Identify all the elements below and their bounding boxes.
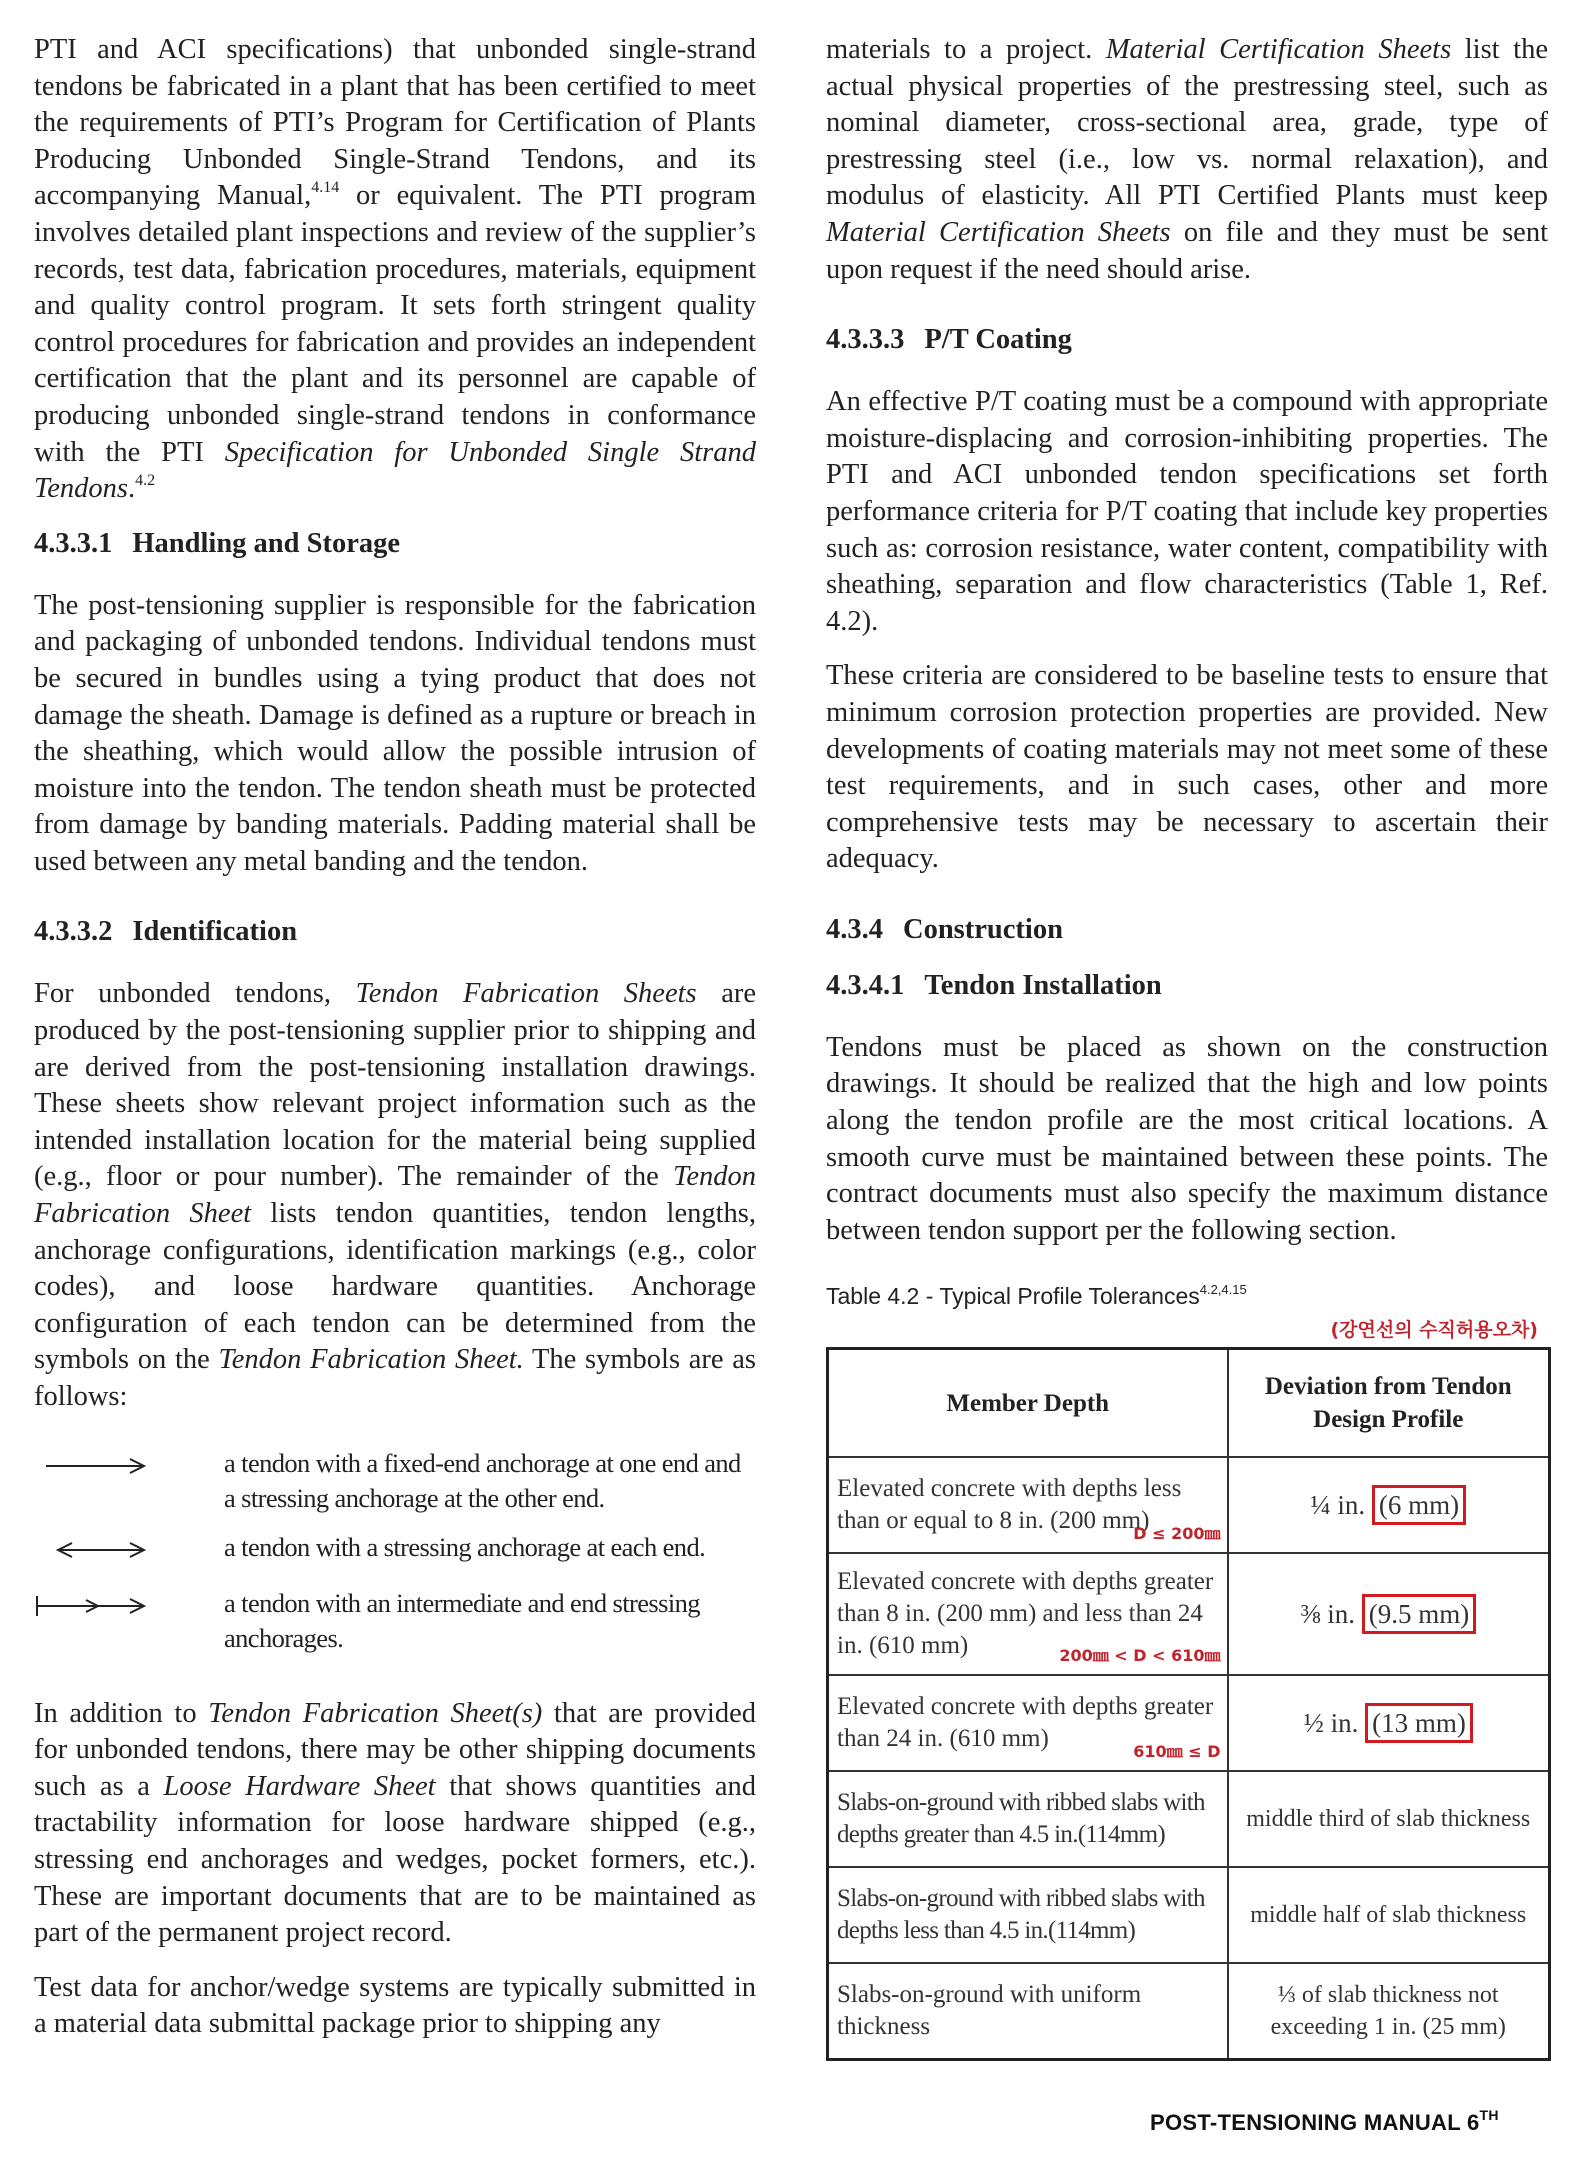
table-row: [828, 1675, 1550, 1771]
deviation-cell: ⅜ in. (9.5 mm): [1228, 1553, 1550, 1675]
page-footer: POST-TENSIONING MANUAL 6TH: [1150, 2107, 1499, 2135]
metric-highlight-box: (6 mm): [1372, 1485, 1466, 1525]
deviation-cell: ½ in. (13 mm): [1228, 1675, 1550, 1771]
metric-highlight-box: (13 mm): [1365, 1703, 1473, 1743]
header-deviation: Deviation from Tendon Design Profile: [1228, 1349, 1550, 1458]
member-cell: Slabs-on-ground with ribbed slabs with depths greater than 4.5 in.(114mm): [828, 1771, 1228, 1867]
deviation-cell: ¼ in. (6 mm): [1228, 1457, 1550, 1553]
intermediate-anchorage-arrow-icon: [34, 1586, 224, 1622]
member-cell: Elevated concrete with depths greater than 8 in. (200 mm) and less than 24 in. (610 mm) 200㎜ < D < 610㎜: [828, 1553, 1228, 1675]
double-arrow-icon: [34, 1530, 224, 1566]
section-heading-4331: 4.3.3.1 Handling and Storage: [34, 527, 401, 559]
table-row: [828, 1457, 1550, 1553]
intro-paragraph: PTI and ACI specifications) that unbonded single-strand tendons be fabricated in a plant that has been certified to meet the requirements of PTI’s Program for Certification of Plants Producing Unbonded Single-Strand Tendons, and its accompanying Manual,$^{4.14}$ or equivalent. The PTI program involves detailed plant inspections and review of the supplier’s records, test data, fabrication procedures, materials, equipment and quality control program. It sets forth stringent quality control procedures for fabrication and provides an independent certification that the plant and its personnel are capable of producing unbonded single-strand tendons in conformance with the PTI Specification for Unbonded Single Strand Tendons.$^{4.2}$: [34, 34, 756, 505]
table-row: [828, 1963, 1550, 2059]
korean-annotation: (강연선의 수직허용오차): [1330, 1319, 1538, 1342]
deviation-cell: ⅓ of slab thickness not exceeding 1 in. (25 mm): [1228, 1963, 1550, 2059]
tendon-installation-paragraph: Tendons must be placed as shown on the construction drawings. It should be realized that the high and low points along the tendon profile are the most critical locations. A smooth curve must be maintained between these points. The contract documents must also specify the maximum distance between tendon support per the following section.: [826, 1031, 1548, 1246]
table-caption: Table 4.2 - Typical Profile Tolerances$^{4.2,4.15}$: [826, 1282, 1247, 1310]
metric-highlight-box: (9.5 mm): [1362, 1594, 1477, 1634]
fixed-end-arrow-icon: [34, 1446, 224, 1482]
symbol-description: a tendon with a stressing anchorage at each end.: [224, 1531, 706, 1562]
symbol-row-intermediate: [34, 1586, 756, 1656]
symbol-description: a tendon with a fixed-end anchorage at one end and a stressing anchorage at the other end.: [224, 1447, 741, 1513]
header-member-depth: Member Depth: [828, 1349, 1228, 1458]
table-row: [828, 1867, 1550, 1963]
member-cell: Slabs-on-ground with uniform thickness: [828, 1963, 1228, 2059]
depth-range-note: D ≤ 200㎜: [1133, 1524, 1221, 1544]
symbol-row-fixed-stressing: [34, 1446, 756, 1516]
deviation-cell: middle half of slab thickness: [1228, 1867, 1550, 1963]
pt-coating-paragraph-2: These criteria are considered to be baseline tests to ensure that minimum corrosion protection properties are provided. New developments of coating materials may not meet some of these test requirements, and in such cases, other and more comprehensive tests may be necessary to ascertain their adequacy.: [826, 660, 1548, 875]
symbol-description: a tendon with an intermediate and end stressing anchorages.: [224, 1587, 700, 1653]
table-row: [828, 1553, 1550, 1675]
identification-paragraph-1: For unbonded tendons, Tendon Fabrication Sheets are produced by the post-tensioning supplier prior to shipping and are derived from the post-tensioning installation drawings. These sheets show relevant project information such as the intended installation location for the material being supplied (e.g., floor or pour number). The remainder of the Tendon Fabrication Sheet lists tendon quantities, tendon lengths, anchorage configurations, identification markings (e.g., color codes), and loose hardware quantities. Anchorage configuration of each tendon can be determined from the symbols on the Tendon Fabrication Sheet. The symbols are as follows:: [34, 978, 756, 1412]
test-data-paragraph: Test data for anchor/wedge systems are typically submitted in a material data submittal package prior to shipping any: [34, 1971, 756, 2040]
member-cell: Slabs-on-ground with ribbed slabs with depths less than 4.5 in.(114mm): [828, 1867, 1228, 1963]
depth-range-note: 610㎜ ≤ D: [1133, 1742, 1221, 1762]
symbol-row-stressing-both: [34, 1530, 756, 1566]
section-heading-4332: 4.3.3.2 Identification: [34, 916, 298, 948]
depth-range-note: 200㎜ < D < 610㎜: [1059, 1646, 1221, 1666]
handling-storage-paragraph: The post-tensioning supplier is responsible for the fabrication and packaging of unbonded tendons. Individual tendons must be secured in bundles using a tying product that does not damage the sheath. Damage is defined as a rupture or breach in the sheathing, which would allow the possible intrusion of moisture into the tendon. The tendon sheath must be protected from damage by banding materials. Padding material shall be used between any metal banding and the tendon.: [34, 589, 756, 877]
profile-tolerances-table: [826, 1347, 1551, 2061]
section-heading-4333: 4.3.3.3 P/T Coating: [826, 324, 1072, 356]
section-heading-4341: 4.3.4.1 Tendon Installation: [826, 969, 1162, 1001]
identification-paragraph-2: In addition to Tendon Fabrication Sheet(s) that are provided for unbonded tendons, there may be other shipping documents such as a Loose Hardware Sheet that shows quantities and tractability information for loose hardware shipped (e.g., stressing end anchorages and wedges, pocket formers, etc.). These are important documents that are to be maintained as part of the permanent project record.: [34, 1697, 756, 1949]
table-header-row: [828, 1349, 1550, 1458]
member-cell: Elevated concrete with depths greater than 24 in. (610 mm) 610㎜ ≤ D: [828, 1675, 1228, 1771]
certification-paragraph: materials to a project. Material Certification Sheets list the actual physical properties of the prestressing steel, such as nominal diameter, cross-sectional area, grade, type of prestressing steel (i.e., low vs. normal relaxation), and modulus of elasticity. All PTI Certified Plants must keep Material Certification Sheets on file and they must be sent upon request if the need should arise.: [826, 34, 1548, 285]
table-row: [828, 1771, 1550, 1867]
deviation-cell: middle third of slab thickness: [1228, 1771, 1550, 1867]
pt-coating-paragraph-1: An effective P/T coating must be a compound with appropriate moisture-displacing and corrosion-inhibiting properties. The PTI and ACI unbonded tendon specifications set forth performance criteria for P/T coating that include key properties such as: corrosion resistance, water content, compatibility with sheathing, separation and flow characteristics (Table 1, Ref. 4.2).: [826, 386, 1548, 637]
left-column: [34, 32, 756, 2077]
right-column: [826, 32, 1548, 2061]
member-cell: Elevated concrete with depths less than or equal to 8 in. (200 mm) D ≤ 200㎜: [828, 1457, 1228, 1553]
anchorage-symbol-list: [34, 1446, 756, 1656]
section-heading-434: 4.3.4 Construction: [826, 913, 1063, 945]
